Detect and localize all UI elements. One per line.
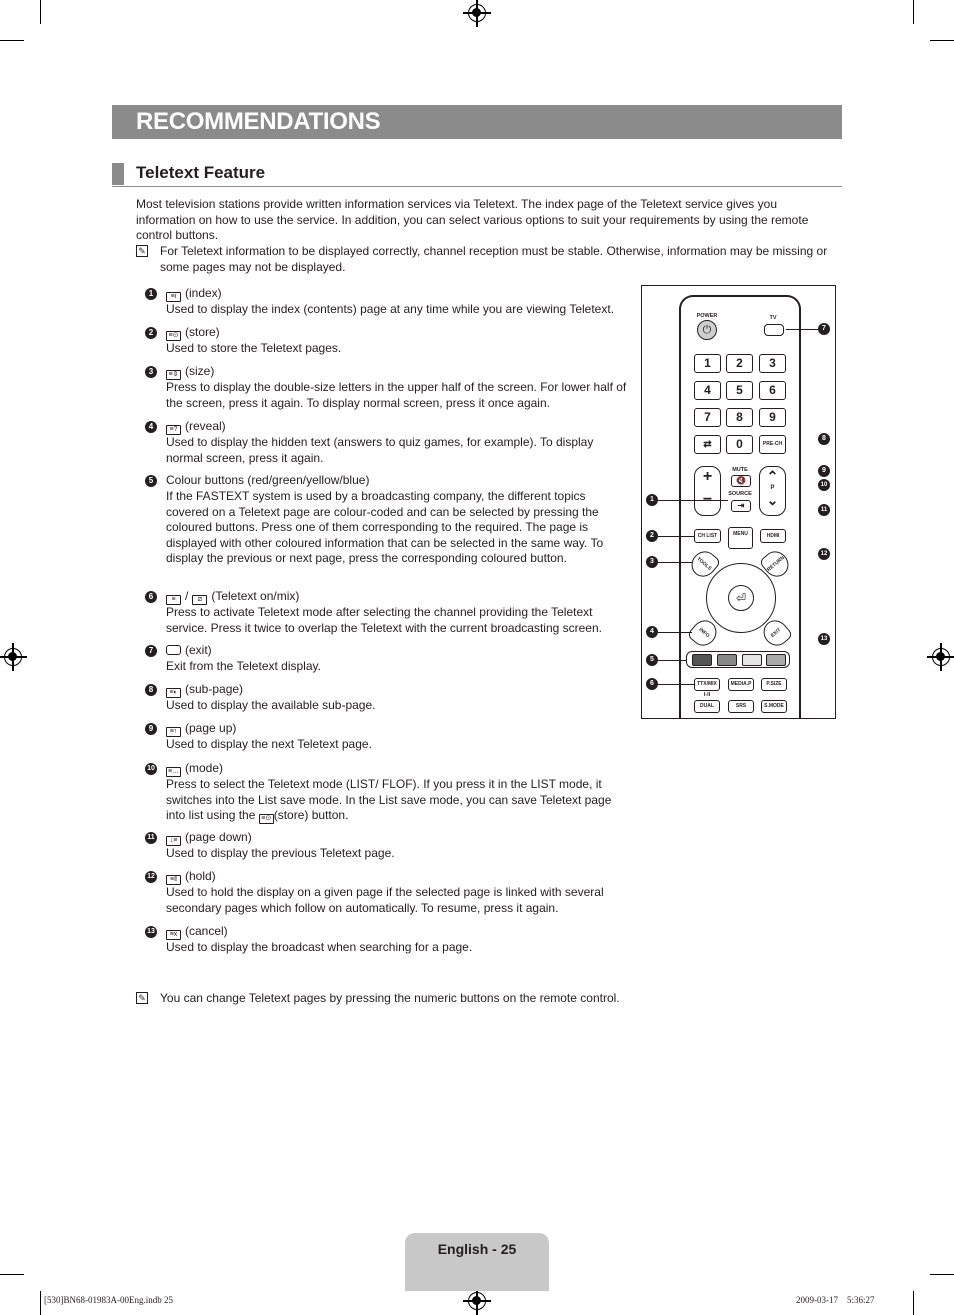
list-item xyxy=(145,924,630,956)
section-heading xyxy=(112,162,842,187)
list-item xyxy=(145,325,630,357)
note-text: For Teletext information to be displayed correctly, channel reception must be stable. Otherwise, information may be missing or some pages may not be displayed. xyxy=(160,244,828,274)
teletext-icon: ≡ xyxy=(166,595,181,605)
item-number: 8 xyxy=(145,684,157,696)
item-description: If the FASTEXT system is used by a broadcasting company, the different topics covered on a Teletext page are colour-coded and can be selected by pressing the coloured buttons. Press one of them corresponding to the required. The page is displayed with other coloured information that can be selected in the same way. To display the previous or next page, press the corresponding coloured button. xyxy=(166,489,604,565)
i-ii-label: I-II xyxy=(703,692,711,698)
pre-ch-button: PRE-CH xyxy=(759,435,786,454)
p-size-button: P.SIZE xyxy=(761,678,787,691)
chapter-title: RECOMMENDATIONS xyxy=(136,108,381,135)
item-number: 3 xyxy=(145,366,157,378)
callout-12: 12 xyxy=(818,548,830,560)
crop-mark xyxy=(40,0,41,24)
registration-mark-icon xyxy=(4,648,22,666)
item-title: (size) xyxy=(185,364,215,378)
callout-leader xyxy=(658,562,692,563)
srs-button: SRS xyxy=(728,700,754,713)
size-icon: ≡⇕ xyxy=(166,370,181,380)
item-number: 4 xyxy=(145,421,157,433)
item-title: (Teletext on/mix) xyxy=(211,589,300,603)
callout-6: 6 xyxy=(646,678,658,690)
source-button: ⇥ xyxy=(731,500,751,512)
callout-leader xyxy=(658,684,694,685)
callout-3: 3 xyxy=(646,556,658,568)
volume-plus: + xyxy=(702,468,713,485)
callout-leader xyxy=(786,329,818,330)
chevron-down-icon: ⌄ xyxy=(766,492,779,508)
blue-button xyxy=(766,654,786,666)
item-title: (store) xyxy=(185,325,220,339)
tv-button xyxy=(764,324,784,336)
item-title: (sub-page) xyxy=(185,682,244,696)
item-number: 5 xyxy=(145,475,157,487)
item-number: 11 xyxy=(145,832,157,844)
item-number: 13 xyxy=(145,926,157,938)
exit-icon xyxy=(166,645,181,655)
list-item xyxy=(145,721,630,753)
media-p-button: MEDIA.P xyxy=(728,678,754,691)
item-description: Used to display the index (contents) page at any time while you are viewing Teletext. xyxy=(166,302,615,316)
mute-label: MUTE xyxy=(732,467,748,473)
page-number-tab xyxy=(405,1233,549,1291)
key-0: 0 xyxy=(726,435,753,454)
source-label: SOURCE xyxy=(728,491,752,497)
item-description: Used to store the Teletext pages. xyxy=(166,341,342,355)
crop-mark xyxy=(913,0,914,24)
mute-button: 🔇 xyxy=(731,475,751,487)
colour-buttons-row xyxy=(686,651,790,668)
list-item xyxy=(145,364,630,411)
callout-11: 11 xyxy=(818,504,830,516)
crop-mark xyxy=(930,1274,954,1275)
callout-9: 9 xyxy=(818,465,830,477)
mode-icon: ≡… xyxy=(167,768,180,775)
navigation-dpad xyxy=(706,563,776,633)
key-5: 5 xyxy=(726,381,753,400)
callout-7: 7 xyxy=(818,323,830,335)
callout-1: 1 xyxy=(646,494,658,506)
intro-paragraph: Most television stations provide written information services via Teletext. The index page of the Teletext service gives you information on how to use the service. In addition, you can select various options to suit your requirements by using the remote control buttons. xyxy=(136,197,809,242)
key-7: 7 xyxy=(694,408,721,427)
key-3: 3 xyxy=(759,354,786,373)
registration-mark-icon xyxy=(932,648,950,666)
info-button: INFO xyxy=(686,615,721,650)
list-item xyxy=(145,286,630,318)
item-number: 12 xyxy=(145,871,157,883)
crop-mark xyxy=(40,1291,41,1315)
sub-page-icon: ≡◐ xyxy=(166,688,181,698)
yellow-button xyxy=(742,654,762,666)
item-description: Used to display the broadcast when searching for a page. xyxy=(166,940,473,954)
callout-8: 8 xyxy=(818,433,830,445)
green-button xyxy=(717,654,737,666)
channel-p-label: P xyxy=(770,485,775,491)
chevron-up-icon: ⌃ xyxy=(766,468,779,484)
item-description: Used to hold the display on a given page if the selected page is linked with several secondary pages which follow on automatically. To resume, press it again. xyxy=(166,885,604,915)
item-description: Press to activate Teletext mode after selecting the channel providing the Teletext service. Press it twice to overlap the Teletext with the current broadcasting screen. xyxy=(166,605,602,635)
item-title: (hold) xyxy=(185,869,216,883)
page-down-icon: ↓≡ xyxy=(166,836,181,846)
item-description: Used to display the available sub-page. xyxy=(166,698,376,712)
note xyxy=(136,991,841,1007)
list-item: 6 ≡ / ⧄ (Teletext on/mix) Press to activate Teletext mode after selecting the channel providing the Teletext service. Press it twice to overlap the Teletext with the current broadcasting screen. xyxy=(145,589,630,636)
item-number: 6 xyxy=(145,591,157,603)
store-icon: ≡⊙ xyxy=(259,814,274,824)
store-icon: ≡⊙ xyxy=(166,331,181,341)
callout-2: 2 xyxy=(646,530,658,542)
enter-icon: ⏎ xyxy=(728,585,754,611)
list-item xyxy=(145,643,630,675)
item-number: 9 xyxy=(145,723,157,735)
callout-leader xyxy=(658,500,728,501)
registration-mark-icon xyxy=(468,1292,486,1310)
item-number: 1 xyxy=(145,288,157,300)
item-number: 7 xyxy=(145,645,157,657)
footer-file-info: [530]BN68-01983A-00Eng.indb 25 xyxy=(44,1295,173,1305)
crop-mark xyxy=(0,1274,24,1275)
teletext-mix-icon: ⧄ xyxy=(192,595,207,605)
crop-mark xyxy=(913,1291,914,1315)
menu-button: MENU xyxy=(728,527,753,549)
hdmi-button: HDMI xyxy=(760,529,786,543)
crop-mark xyxy=(930,40,954,41)
item-description: Used to display the next Teletext page. xyxy=(166,737,372,751)
reveal-icon: ≡? xyxy=(166,425,181,435)
ttx-mix-button: TTX/MIX xyxy=(694,678,720,691)
item-number: 2 xyxy=(145,327,157,339)
list-item xyxy=(145,682,630,714)
note-text: You can change Teletext pages by pressing the numeric buttons on the remote control. xyxy=(160,991,620,1005)
item-title: (cancel) xyxy=(185,924,228,938)
list-item xyxy=(145,761,630,824)
chapter-banner xyxy=(112,105,842,139)
key-4: 4 xyxy=(694,381,721,400)
callout-13: 13 xyxy=(818,633,830,645)
callout-4: 4 xyxy=(646,626,658,638)
item-title: (page down) xyxy=(185,830,252,844)
item-number: 10 xyxy=(145,763,157,775)
power-label: POWER xyxy=(696,313,718,319)
item-description: Exit from the Teletext display. xyxy=(166,659,321,673)
return-button: RETURN xyxy=(758,546,793,581)
cancel-icon: ≡x xyxy=(166,930,181,940)
callout-leader xyxy=(658,536,694,537)
note-icon: ✎ xyxy=(136,992,148,1004)
item-title: (reveal) xyxy=(185,419,226,433)
teletext-mix-key: ⇄ xyxy=(694,435,721,454)
callout-leader xyxy=(658,660,686,661)
item-title: (mode) xyxy=(185,761,224,775)
section-marker xyxy=(112,163,124,185)
item-description: Press to display the double-size letters in the upper half of the screen. For lower half of the screen, press it again. To display normal screen, press it once again. xyxy=(166,380,627,410)
key-8: 8 xyxy=(726,408,753,427)
crop-mark xyxy=(0,40,24,41)
red-button xyxy=(692,654,712,666)
list-item xyxy=(145,419,630,466)
page-up-icon: ≡↑ xyxy=(166,727,181,737)
registration-mark-icon xyxy=(468,4,486,22)
item-title: (exit) xyxy=(185,643,212,657)
section-title: Teletext Feature xyxy=(136,163,266,182)
item-title: Colour buttons (red/green/yellow/blue) xyxy=(166,473,370,487)
list-item xyxy=(145,869,630,916)
callout-10: 10 xyxy=(818,479,830,491)
key-1: 1 xyxy=(694,354,721,373)
item-description: Used to display the previous Teletext page. xyxy=(166,846,395,860)
dual-button: DUAL xyxy=(694,700,720,713)
callout-5: 5 xyxy=(646,654,658,666)
ch-list-button: CH LIST xyxy=(694,529,721,543)
callout-leader xyxy=(658,632,692,633)
item-title: (page up) xyxy=(185,721,237,735)
page-number: English - 25 xyxy=(437,1241,517,1257)
list-item xyxy=(145,473,630,567)
s-mode-button: S.MODE xyxy=(761,700,787,713)
key-6: 6 xyxy=(759,381,786,400)
key-9: 9 xyxy=(759,408,786,427)
tv-label: TV xyxy=(769,315,777,321)
item-title: (index) xyxy=(185,286,222,300)
item-description: Press to select the Teletext mode (LIST/ FLOF). If you press it in the LIST mode, it switches into the List save mode. In the List save mode, you can save Teletext page into list using the xyxy=(166,777,612,822)
key-2: 2 xyxy=(726,354,753,373)
footer-timestamp: 2009-03-17 5:36:27 xyxy=(796,1295,875,1305)
tools-button: TOOLS xyxy=(686,546,721,581)
volume-rocker xyxy=(694,466,721,516)
index-icon: ≡i xyxy=(166,292,181,302)
list-item xyxy=(145,830,630,862)
note-icon: ✎ xyxy=(136,245,148,257)
item-description-tail: (store) button. xyxy=(273,808,349,822)
item-description: Used to display the hidden text (answers to quiz games, for example). To display normal screen, press it again. xyxy=(166,435,594,465)
hold-icon: ≡‖ xyxy=(166,875,181,885)
note xyxy=(136,244,841,275)
power-icon: ⏻ xyxy=(697,320,717,340)
exit-button: EXIT xyxy=(758,615,793,650)
channel-rocker xyxy=(759,466,786,516)
